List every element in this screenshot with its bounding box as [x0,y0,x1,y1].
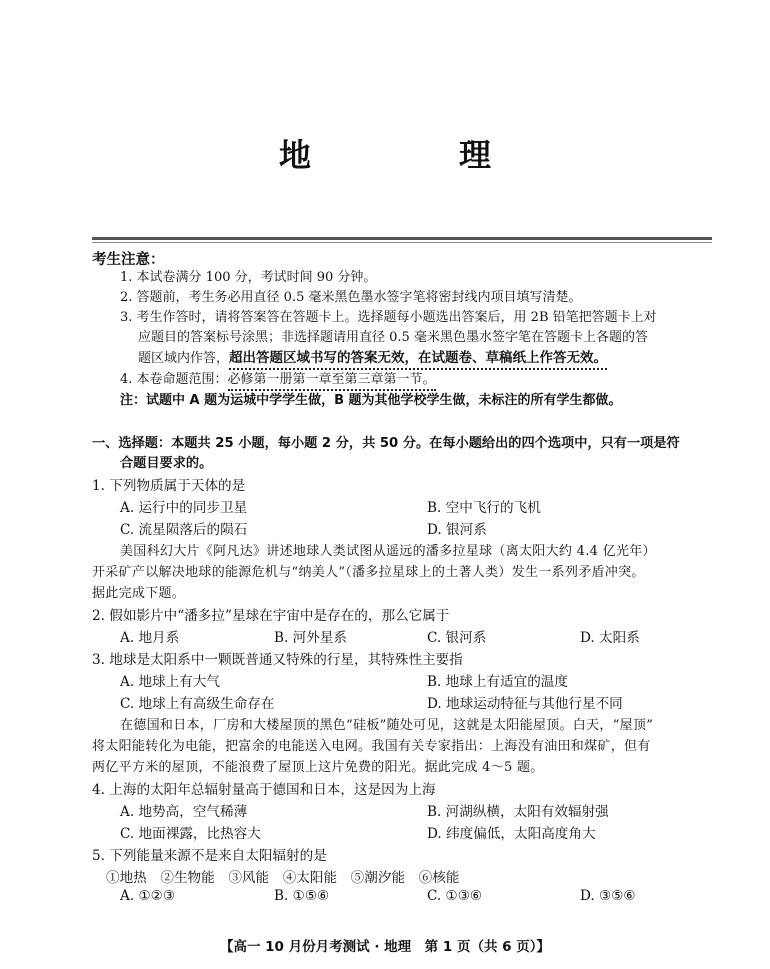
question-3-stem: 3. 地球是太阳系中一颗既普通又特殊的行星，其特殊性主要指 [92,652,463,668]
question-2-option-d: D. 太阳系 [580,630,640,646]
notice-item-3-line-3 [138,349,607,368]
notice-item-4 [120,371,436,389]
question-5-option-b: B. ①⑤⑥ [274,888,330,904]
notice-note: 注：试题中 A 题为运城中学学生做，B 题为其他学校学生做，未标注的所有学生都做。 [120,393,622,408]
question-1-option-b: B. 空中飞行的飞机 [427,500,541,516]
question-1-option-a: A. 运行中的同步卫星 [120,500,248,516]
question-2-stem: 2. 假如影片中“潘多拉”星球在宇宙中是存在的，那么它属于 [92,608,450,624]
question-4-option-b: B. 河湖纵横，太阳有效辐射强 [427,804,609,820]
notice-item-4-scope: 必修第一册第一章至第三章第一节。 [228,372,436,391]
notice-item-3-plain: 题区域内作答， [138,351,230,366]
passage-1-line-1: 美国科幻大片《阿凡达》讲述地球人类试图从遥远的潘多拉星球（离太阳大约 4.4 亿光年） [120,544,656,559]
question-4-stem: 4. 上海的太阳年总辐射量高于德国和日本，这是因为上海 [92,782,436,798]
notice-item-2: 2. 答题前，考生务必用直径 0.5 毫米黑色墨水签字笔将密封线内项目填写清楚。 [120,290,582,305]
notice-heading: 考生注意： [92,252,165,268]
header-divider-thick [92,237,712,240]
notice-item-4-plain: 4. 本卷命题范围： [120,372,228,387]
page-footer: 【高一 10 月份月考测试 · 地理 第 1 页（共 6 页）】 [219,939,551,955]
question-2-option-b: B. 河外星系 [274,630,348,646]
section-heading-line-2: 合题目要求的。 [120,456,213,471]
section-heading-line-1: 一、选择题：本题共 25 小题，每小题 2 分，共 50 分。在每小题给出的四个选项中，只有一项是符 [92,436,680,451]
passage-1-line-3: 据此完成下题。 [92,586,186,601]
question-1-option-c: C. 流星陨落后的陨石 [120,522,248,538]
question-1-option-d: D. 银河系 [427,522,487,538]
passage-2-line-1: 在德国和日本，厂房和大楼屋顶的黑色“硅板”随处可见，这就是太阳能屋顶。白天，“屋顶” [120,718,654,733]
question-3-option-d: D. 地球运动特征与其他行星不同 [427,696,623,712]
question-5-stem: 5. 下列能量来源不是来自太阳辐射的是 [92,848,327,864]
question-3-option-a: A. 地球上有大气 [120,674,221,690]
notice-item-1: 1. 本试卷满分 100 分，考试时间 90 分钟。 [120,270,377,285]
page-title: 地 理 [278,136,549,174]
passage-2-line-2: 将太阳能转化为电能，把富余的电能送入电网。我国有关专家指出：上海没有油田和煤矿，但有 [92,739,651,754]
question-5-option-c: C. ①③⑥ [427,888,483,904]
question-3-option-b: B. 地球上有适宜的温度 [427,674,568,690]
question-2-option-c: C. 银河系 [427,630,487,646]
header-divider-thin [92,242,712,243]
passage-1-line-2: 开采矿产以解决地球的能源危机与“纳美人”（潘多拉星球上的土著人类）发生一系列矛盾冲突。 [92,565,645,580]
question-2-option-a: A. 地月系 [120,630,180,646]
question-5-option-a: A. ①②③ [120,888,176,904]
question-4-option-d: D. 纬度偏低，太阳高度角大 [427,826,596,842]
notice-item-3-line-1: 3. 考生作答时，请将答案答在答题卡上。选择题每小题选出答案后，用 2B 铅笔把答题卡上对 [120,310,657,325]
question-5-option-d: D. ③⑤⑥ [580,888,636,904]
question-5-items: ①地热 ②生物能 ③风能 ④太阳能 ⑤潮汐能 ⑥核能 [106,870,460,886]
question-4-option-a: A. 地势高，空气稀薄 [120,804,248,820]
notice-item-3-emphasis: 超出答题区域书写的答案无效，在试题卷、草稿纸上作答无效。 [229,350,607,370]
passage-2-line-3: 两亿平方米的屋顶，不能浪费了屋顶上这片免费的阳光。据此完成 4～5 题。 [92,760,544,775]
question-1-stem: 1. 下列物质属于天体的是 [92,478,246,494]
question-4-option-c: C. 地面裸露，比热容大 [120,826,261,842]
question-3-option-c: C. 地球上有高级生命存在 [120,696,275,712]
notice-item-3-line-2: 应题目的答案标号涂黑；非选择题请用直径 0.5 毫米黑色墨水签字笔在答题卡上各题的答 [138,330,648,345]
